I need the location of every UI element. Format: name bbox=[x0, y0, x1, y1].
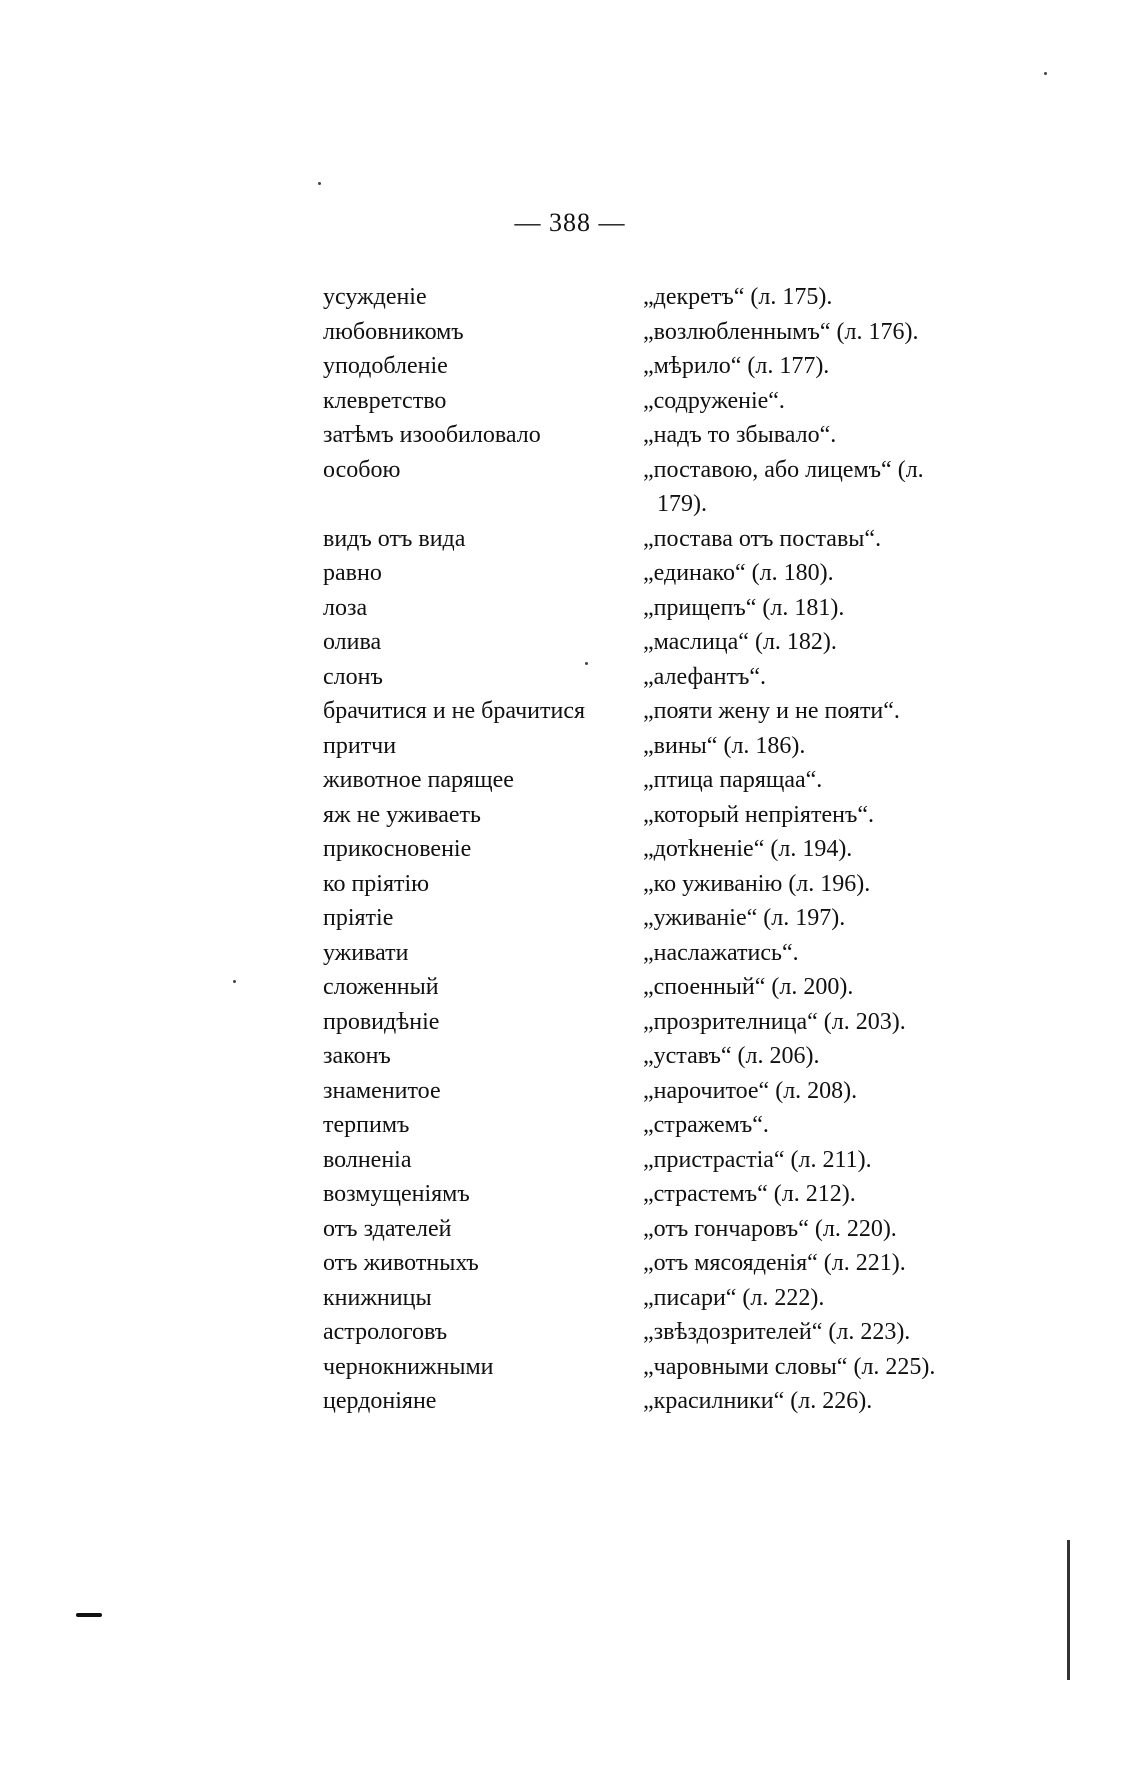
glossary-entry bbox=[323, 1039, 1043, 1074]
entry-gloss bbox=[643, 1350, 1043, 1385]
entry-term: терпимъ bbox=[323, 1112, 410, 1138]
entry-gloss bbox=[643, 1315, 1043, 1350]
entry-term: книжницы bbox=[323, 1284, 432, 1311]
glossary-entry bbox=[323, 625, 1043, 660]
entry-gloss bbox=[643, 1384, 1043, 1419]
entry-term: волненіа bbox=[323, 1146, 412, 1173]
entry-term: равно bbox=[323, 560, 382, 586]
page-number: — 388 — bbox=[514, 208, 626, 237]
entry-term: пріятіе bbox=[323, 905, 394, 931]
glossary-entry bbox=[323, 694, 1043, 729]
entry-term: брачитися и не брачитися bbox=[323, 698, 586, 724]
entry-gloss bbox=[643, 384, 1043, 419]
speck bbox=[318, 182, 321, 185]
entry-gloss-text: „отъ гончаровъ“ (л. 220). bbox=[643, 1215, 897, 1242]
entry-gloss bbox=[643, 729, 1043, 764]
entry-term: олива bbox=[323, 629, 382, 655]
entry-gloss-text: „писари“ (л. 222). bbox=[643, 1284, 825, 1311]
entry-gloss-text: „мѣрило“ (л. 177). bbox=[643, 353, 830, 379]
entry-term: провидѣніе bbox=[323, 1008, 440, 1035]
glossary-entry bbox=[323, 660, 1043, 695]
glossary-entry bbox=[323, 1281, 1043, 1316]
entry-gloss bbox=[643, 1143, 1043, 1178]
entry-gloss-text: „пояти жену и не пояти“. bbox=[643, 698, 900, 724]
glossary-entry bbox=[323, 315, 1043, 350]
entry-gloss bbox=[643, 1039, 1043, 1074]
entry-gloss-text: „отъ мясояденія“ (л. 221). bbox=[643, 1250, 906, 1276]
entry-gloss bbox=[643, 349, 1043, 384]
entry-term: законъ bbox=[323, 1043, 391, 1069]
speck bbox=[1044, 72, 1047, 75]
entry-term: знаменитое bbox=[323, 1077, 441, 1104]
entry-gloss bbox=[643, 522, 1043, 557]
page-edge-line bbox=[1067, 1540, 1070, 1680]
glossary-entry bbox=[323, 591, 1043, 626]
entry-term: астрологовъ bbox=[323, 1319, 448, 1345]
entry-term: сложенный bbox=[323, 974, 439, 1000]
entry-gloss bbox=[643, 798, 1043, 833]
entry-term: возмущеніямъ bbox=[323, 1181, 470, 1207]
entry-term: отъ животныхъ bbox=[323, 1250, 479, 1276]
entry-gloss-text: „прозрителница“ (л. 203). bbox=[643, 1008, 906, 1035]
entry-term: яж не уживаеть bbox=[323, 801, 481, 828]
glossary-entry bbox=[323, 798, 1043, 833]
glossary-entry bbox=[323, 349, 1043, 384]
entry-term: чернокнижными bbox=[323, 1353, 494, 1380]
entry-gloss-text: „прищепъ“ (л. 181). bbox=[643, 594, 845, 621]
entry-gloss bbox=[643, 1212, 1043, 1247]
entry-gloss-text: „единако“ (л. 180). bbox=[643, 560, 834, 586]
entry-gloss bbox=[643, 1005, 1043, 1040]
entry-term: особою bbox=[323, 456, 401, 483]
entry-term: прикосновеніе bbox=[323, 836, 472, 862]
entry-gloss-text: „чаровными словы“ (л. 225). bbox=[643, 1353, 936, 1380]
glossary-entry bbox=[323, 1212, 1043, 1247]
entry-gloss bbox=[643, 1281, 1043, 1316]
entry-gloss bbox=[643, 625, 1043, 660]
entry-gloss bbox=[643, 315, 1043, 350]
glossary-entry bbox=[323, 418, 1043, 453]
glossary-entry bbox=[323, 1315, 1043, 1350]
entry-term: клевретство bbox=[323, 387, 447, 414]
entry-gloss bbox=[643, 591, 1043, 626]
entry-gloss bbox=[643, 832, 1043, 867]
glossary-entry bbox=[323, 1350, 1043, 1385]
entry-term: любовникомъ bbox=[323, 318, 464, 345]
entry-gloss-text: „споенный“ (л. 200). bbox=[643, 974, 854, 1000]
glossary-entry bbox=[323, 556, 1043, 591]
entry-gloss-text: „алефантъ“. bbox=[643, 663, 767, 690]
glossary-entry bbox=[323, 832, 1043, 867]
glossary-entry bbox=[323, 867, 1043, 902]
entry-term: уподобленіе bbox=[323, 353, 448, 379]
entry-gloss bbox=[643, 1246, 1043, 1281]
entry-gloss-text: „звѣздозрителей“ (л. 223). bbox=[643, 1319, 911, 1345]
entry-gloss-text: „птица парящаа“. bbox=[643, 767, 823, 793]
entry-gloss bbox=[643, 970, 1043, 1005]
entry-gloss-text: „красилники“ (л. 226). bbox=[643, 1388, 873, 1414]
glossary-entry bbox=[323, 453, 1043, 522]
glossary-entry bbox=[323, 522, 1043, 557]
entry-gloss-text: „страстемъ“ (л. 212). bbox=[643, 1181, 856, 1207]
glossary-entry bbox=[323, 1246, 1043, 1281]
entry-gloss bbox=[643, 901, 1043, 936]
entry-term: животное парящее bbox=[323, 767, 514, 793]
entry-gloss-text: „декретъ“ (л. 175). bbox=[643, 284, 833, 310]
glossary-entry bbox=[323, 729, 1043, 764]
entry-term: ко пріятію bbox=[323, 870, 430, 897]
entry-gloss bbox=[643, 556, 1043, 591]
glossary-entry bbox=[323, 1108, 1043, 1143]
entry-gloss-text: „маслица“ (л. 182). bbox=[643, 629, 837, 655]
entry-term: видъ отъ вида bbox=[323, 525, 466, 552]
glossary-entry bbox=[323, 1177, 1043, 1212]
entry-gloss-text: „уставъ“ (л. 206). bbox=[643, 1043, 820, 1069]
glossary-entry bbox=[323, 936, 1043, 971]
entry-gloss-text: „поставою, або лицемъ“ (л. bbox=[643, 456, 924, 483]
entry-gloss bbox=[643, 694, 1043, 729]
glossary-entry bbox=[323, 1005, 1043, 1040]
glossary-entry bbox=[323, 1074, 1043, 1109]
entry-term: затѣмъ изообиловало bbox=[323, 422, 541, 448]
entry-gloss-text: „постава отъ поставы“. bbox=[643, 525, 882, 552]
entry-gloss bbox=[643, 867, 1043, 902]
speck bbox=[585, 662, 588, 665]
entry-gloss bbox=[643, 1177, 1043, 1212]
glossary-entry bbox=[323, 1384, 1043, 1419]
glossary-entry bbox=[323, 763, 1043, 798]
entry-gloss-text: „дотkненіе“ (л. 194). bbox=[643, 836, 853, 862]
speck bbox=[233, 980, 236, 983]
entry-term: усужденіе bbox=[323, 284, 427, 310]
entry-gloss-text: „надъ то збывало“. bbox=[643, 422, 837, 448]
entry-gloss-text: „содруженіе“. bbox=[643, 387, 785, 414]
entry-gloss-text: „нарочитое“ (л. 208). bbox=[643, 1077, 858, 1104]
entry-term: отъ здателей bbox=[323, 1215, 452, 1242]
glossary-entry bbox=[323, 970, 1043, 1005]
entry-term: цердоніяне bbox=[323, 1388, 437, 1414]
entry-gloss bbox=[643, 418, 1043, 453]
entry-gloss bbox=[643, 660, 1043, 695]
entry-gloss-text: „пристрастіа“ (л. 211). bbox=[643, 1146, 872, 1173]
entry-gloss bbox=[643, 763, 1043, 798]
margin-dash-mark bbox=[76, 1613, 102, 1617]
entry-term: лоза bbox=[323, 594, 368, 621]
entry-gloss bbox=[643, 936, 1043, 971]
entry-gloss-text: „вины“ (л. 186). bbox=[643, 732, 806, 759]
glossary-entry bbox=[323, 384, 1043, 419]
entry-gloss bbox=[643, 280, 1043, 315]
entry-gloss bbox=[643, 1108, 1043, 1143]
glossary-list bbox=[323, 280, 1043, 1419]
entry-term: уживати bbox=[323, 939, 409, 966]
entry-gloss-text: „уживаніе“ (л. 197). bbox=[643, 905, 846, 931]
entry-gloss-text: „возлюбленнымъ“ (л. 176). bbox=[643, 318, 919, 345]
entry-gloss-text: „ко уживанію (л. 196). bbox=[643, 870, 871, 897]
glossary-entry bbox=[323, 1143, 1043, 1178]
entry-gloss-text: „стражемъ“. bbox=[643, 1112, 769, 1138]
entry-gloss bbox=[643, 1074, 1043, 1109]
entry-gloss-text: „который непріятенъ“. bbox=[643, 801, 875, 828]
entry-gloss bbox=[643, 453, 1043, 522]
entry-gloss-text: „наслажатись“. bbox=[643, 939, 799, 966]
glossary-entry bbox=[323, 901, 1043, 936]
glossary-entry bbox=[323, 280, 1043, 315]
entry-term: притчи bbox=[323, 732, 397, 759]
entry-term: слонъ bbox=[323, 663, 383, 690]
entry-gloss-continuation: 179). bbox=[657, 491, 707, 517]
